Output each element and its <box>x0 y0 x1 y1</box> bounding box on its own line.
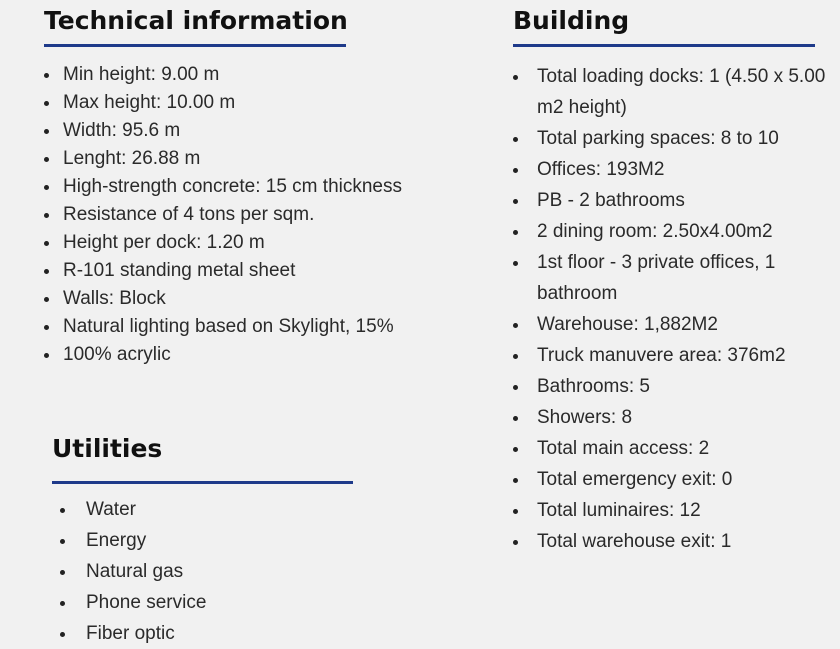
list-item: Total emergency exit: 0 <box>513 464 835 495</box>
list-item: Resistance of 4 tons per sqm. <box>44 201 484 229</box>
list-item: Total main access: 2 <box>513 433 835 464</box>
list-item: PB - 2 bathrooms <box>513 185 835 216</box>
list-item: Natural lighting based on Skylight, 15% <box>44 313 484 341</box>
list-item: Width: 95.6 m <box>44 117 484 145</box>
list-item: High-strength concrete: 15 cm thickness <box>44 173 484 201</box>
list-item: 100% acrylic <box>44 341 484 369</box>
list-item: Min height: 9.00 m <box>44 61 484 89</box>
list-item: 2 dining room: 2.50x4.00m2 <box>513 216 835 247</box>
list-item: Truck manuvere area: 376m2 <box>513 340 835 371</box>
utilities-heading: Utilities <box>52 434 163 463</box>
building-section <box>513 6 835 557</box>
list-item: Total parking spaces: 8 to 10 <box>513 123 835 154</box>
technical-information-heading: Technical information <box>44 6 348 35</box>
list-item: Walls: Block <box>44 285 484 313</box>
utilities-list <box>52 494 492 649</box>
utilities-heading-underline <box>52 481 353 484</box>
list-item: Offices: 193M2 <box>513 154 835 185</box>
list-item: Fiber optic <box>52 618 492 649</box>
technical-information-section <box>44 6 484 369</box>
list-item: Total luminaires: 12 <box>513 495 835 526</box>
building-heading: Building <box>513 6 630 35</box>
list-item: Showers: 8 <box>513 402 835 433</box>
list-item: Natural gas <box>52 556 492 587</box>
list-item: Total warehouse exit: 1 <box>513 526 835 557</box>
list-item: Max height: 10.00 m <box>44 89 484 117</box>
building-heading-underline <box>513 44 815 47</box>
list-item: Lenght: 26.88 m <box>44 145 484 173</box>
list-item: Water <box>52 494 492 525</box>
building-list <box>513 61 835 557</box>
list-item: 1st floor - 3 private offices, 1 bathroom <box>513 247 835 309</box>
utilities-section <box>52 434 492 649</box>
list-item: Height per dock: 1.20 m <box>44 229 484 257</box>
list-item: Total loading docks: 1 (4.50 x 5.00 m2 height) <box>513 61 835 123</box>
technical-heading-underline <box>44 44 346 47</box>
list-item: Warehouse: 1,882M2 <box>513 309 835 340</box>
list-item: Energy <box>52 525 492 556</box>
list-item: Phone service <box>52 587 492 618</box>
technical-information-list <box>44 61 484 369</box>
list-item: R-101 standing metal sheet <box>44 257 484 285</box>
list-item: Bathrooms: 5 <box>513 371 835 402</box>
